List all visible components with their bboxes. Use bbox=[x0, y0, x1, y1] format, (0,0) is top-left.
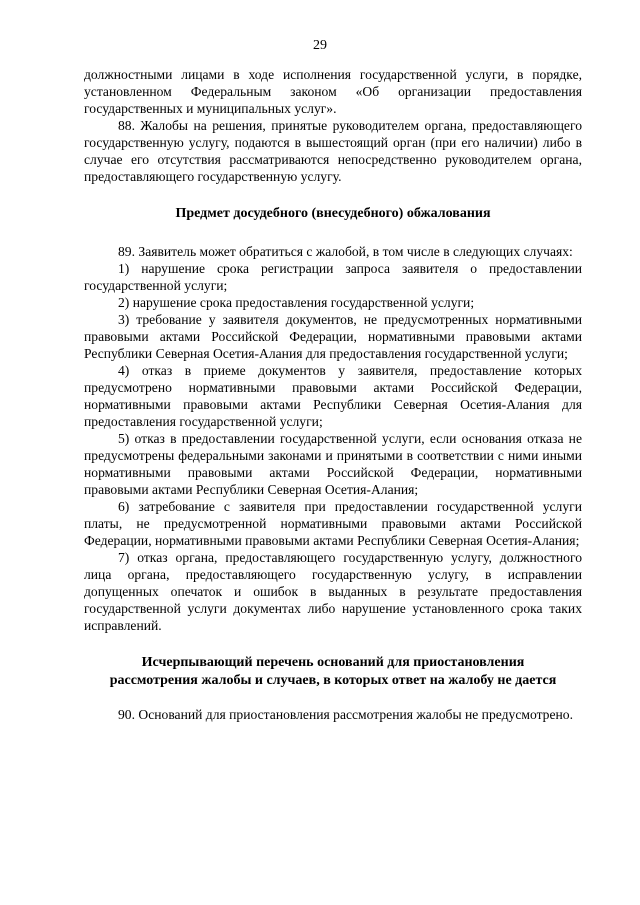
paragraph-90: 90. Оснований для приостановления рассмотрения жалобы не предусмотрено. bbox=[118, 707, 573, 722]
section-heading-grounds-line1: Исчерпывающий перечень оснований для приостановления bbox=[141, 655, 525, 670]
list-item-5: 5) отказ в предоставлении государственной услуги, если основания отказа не предусмотрены федеральными законами и принятыми в соответствии с ними иными нормативными правовыми актами Российской Федерации, нормативными правовыми актами Республики Северная Осетия-Алания; bbox=[84, 431, 582, 497]
paragraph-89: 89. Заявитель может обратиться с жалобой, в том числе в следующих случаях: bbox=[118, 244, 573, 259]
list-item-3: 3) требование у заявителя документов, не предусмотренных нормативными правовыми актами Российской Федерации, нормативными правовыми актами Республики Северная Осетия-Алания для предоставления государственной услуги; bbox=[84, 312, 582, 361]
list-item-1: 1) нарушение срока регистрации запроса заявителя о предоставлении государственной услуги; bbox=[84, 261, 582, 293]
paragraph-continued: должностными лицами в ходе исполнения государственной услуги, в порядке, установленном Федеральным законом «Об организации предоставления государственных и муниципальных услуг». bbox=[84, 67, 582, 116]
paragraph-88: 88. Жалобы на решения, принятые руководителем органа, предоставляющего государственную услугу, подаются в вышестоящий орган (при его наличии) либо в случае его отсутствия рассматриваются непосредственно руководителем органа, предоставляющего государственную услугу. bbox=[84, 118, 582, 184]
document-body bbox=[84, 66, 582, 723]
list-item-6: 6) затребование с заявителя при предоставлении государственной услуги платы, не предусмотренной нормативными правовыми актами Российской Федерации, нормативными правовыми актами Республики Северная Осетия-Алания; bbox=[84, 499, 582, 548]
list-item-4: 4) отказ в приеме документов у заявителя, предоставление которых предусмотрено нормативными правовыми актами Российской Федерации, нормативными правовыми актами Республики Северная Осетия-Алания для предоставления государственной услуги; bbox=[84, 363, 582, 429]
list-item-2: 2) нарушение срока предоставления государственной услуги; bbox=[118, 295, 475, 310]
section-heading-grounds-line2: рассмотрения жалобы и случаев, в которых ответ на жалобу не дается bbox=[109, 673, 557, 688]
list-item-7: 7) отказ органа, предоставляющего государственную услугу, должностного лица органа, предоставляющего государственную услугу, в исправлении допущенных опечаток и ошибок в выданных в результате предоставления государственной услуги документах либо нарушение установленного срока таких исправлений. bbox=[84, 550, 582, 633]
section-heading-grounds bbox=[84, 654, 582, 690]
section-heading-subject: Предмет досудебного (внесудебного) обжалования bbox=[175, 206, 491, 221]
page-number: 29 bbox=[313, 38, 327, 53]
